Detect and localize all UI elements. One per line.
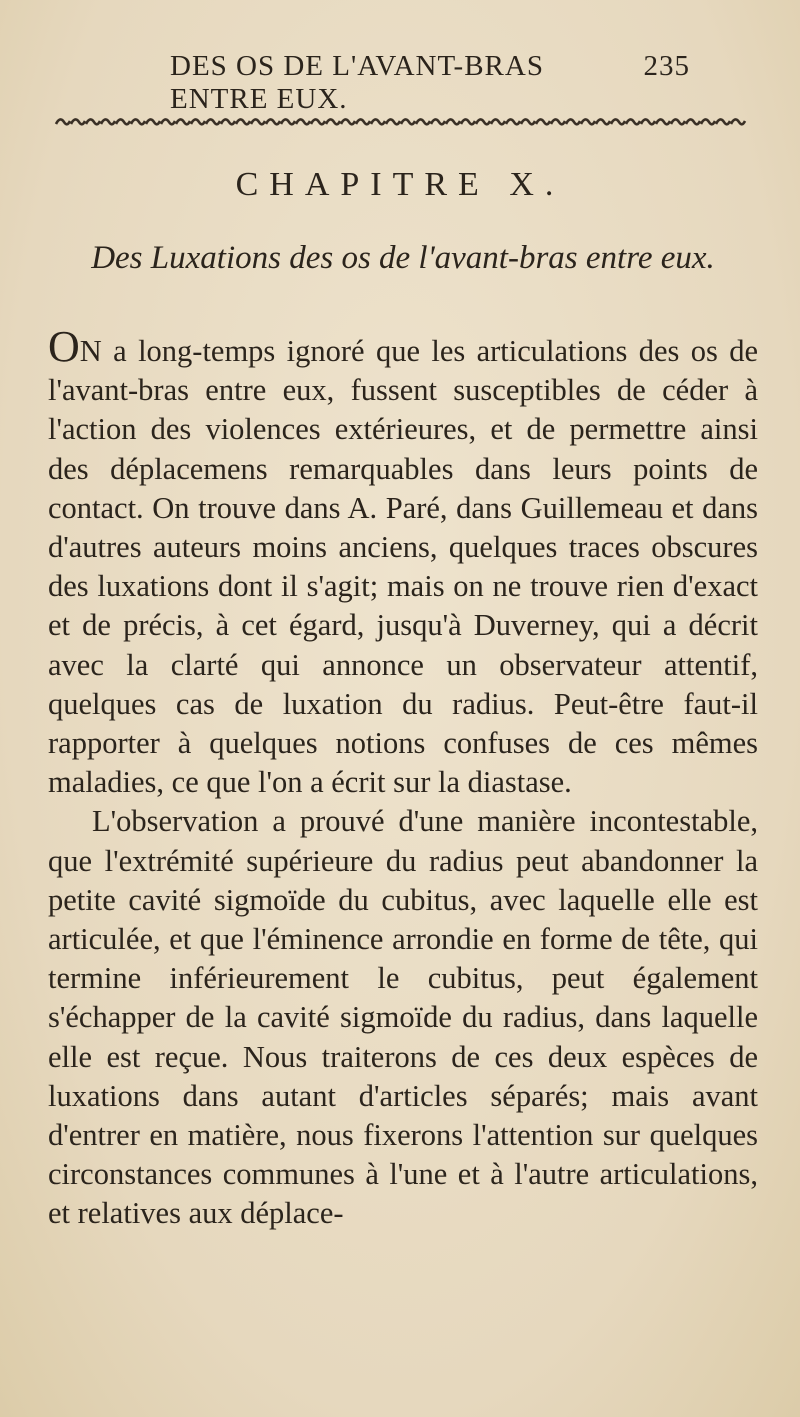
ornament-wave <box>161 119 175 124</box>
ornament-wave <box>686 119 700 124</box>
ornament-wave <box>416 119 430 124</box>
decorative-rule <box>50 112 754 134</box>
ornament-wave <box>341 119 355 124</box>
ornament-wave <box>626 119 640 124</box>
ornament-wave <box>566 119 580 124</box>
ornament-wave <box>656 119 670 124</box>
ornament-wave <box>326 119 340 124</box>
chapter-subtitle: Des Luxations des os de l'avant-bras entre eux. <box>91 240 715 276</box>
ornament-wave <box>176 119 190 124</box>
ornament-wave <box>146 119 160 124</box>
ornament-wave <box>596 119 610 124</box>
ornament-wave <box>131 119 145 124</box>
page-number: 235 <box>643 50 690 82</box>
ornament-wave <box>386 119 400 124</box>
running-head-title: DES OS DE L'AVANT-BRAS ENTRE EUX. <box>170 50 544 115</box>
ornament-wave <box>491 119 505 124</box>
ornament-wave <box>266 119 280 124</box>
ornament-wave <box>116 119 130 124</box>
ornament-wave <box>371 119 385 124</box>
ornament-wave <box>86 119 100 124</box>
ornament-wave <box>701 119 715 124</box>
drop-cap: O <box>48 322 80 371</box>
paragraph-1 <box>48 322 758 802</box>
ornament-wave <box>236 119 250 124</box>
ornament-wave <box>716 119 730 124</box>
ornament-wave <box>551 119 565 124</box>
ornament-wave <box>251 119 265 124</box>
ornament-wave <box>431 119 445 124</box>
body-text <box>48 322 758 1234</box>
ornament-wave <box>731 119 745 124</box>
ornament-wave <box>506 119 520 124</box>
ornament-wave <box>611 119 625 124</box>
ornament-wave <box>671 119 685 124</box>
ornament-wave <box>206 119 220 124</box>
ornament-wave <box>461 119 475 124</box>
ornament-wave <box>221 119 235 124</box>
ornament-wave <box>521 119 535 124</box>
ornament-wave <box>281 119 295 124</box>
ornament-wave <box>356 119 370 124</box>
ornament-wave <box>56 119 70 124</box>
ornament-wave <box>536 119 550 124</box>
chapter-heading: CHAPITRE X. <box>235 166 565 203</box>
ornament-wave <box>401 119 415 124</box>
ornament-wave <box>101 119 115 124</box>
ornament-wave <box>446 119 460 124</box>
ornament-wave <box>71 119 85 124</box>
ornament-wave <box>296 119 310 124</box>
ornament-wave <box>191 119 205 124</box>
paragraph-1-text: N a long-temps ignoré que les articulations des os de l'avant-bras entre eux, fussent susceptibles de céder à l'action des violences extérieures, et de permettre ainsi des déplacemens remarquables dans leurs points de contact. On trouve dans A. Paré, dans Guillemeau et dans d'autres auteurs moins anciens, quelques traces obscures des luxations dont il s'agit; mais on ne trouve rien d'exact et de précis, à cet égard, jusqu'à Duverney, qui a décrit avec la clarté qui annonce un observateur attentif, quelques cas de luxation du radius. Peut-être faut-il rapporter à quelques notions confuses de ces mêmes maladies, ce que l'on a écrit sur la diastase. <box>48 334 758 800</box>
ornament-wave <box>476 119 490 124</box>
ornament-wave <box>641 119 655 124</box>
ornament-wave <box>311 119 325 124</box>
paragraph-2: L'observation a prouvé d'une manière incontestable, que l'extrémité supérieure du radius peut abandonner la petite cavité sigmoïde du cubitus, avec laquelle elle est articulée, et que l'éminence arrondie en forme de tête, qui termine inférieurement le cubitus, peut également s'échapper de la cavité sigmoïde du radius, dans laquelle elle est reçue. Nous traiterons de ces deux espèces de luxations dans autant d'articles séparés; mais avant d'entrer en matière, nous fixerons l'attention sur quelques circonstances communes à l'une et à l'autre articulations, et relatives aux déplace- <box>48 804 758 1231</box>
running-head <box>170 50 690 116</box>
ornament-wave <box>581 119 595 124</box>
